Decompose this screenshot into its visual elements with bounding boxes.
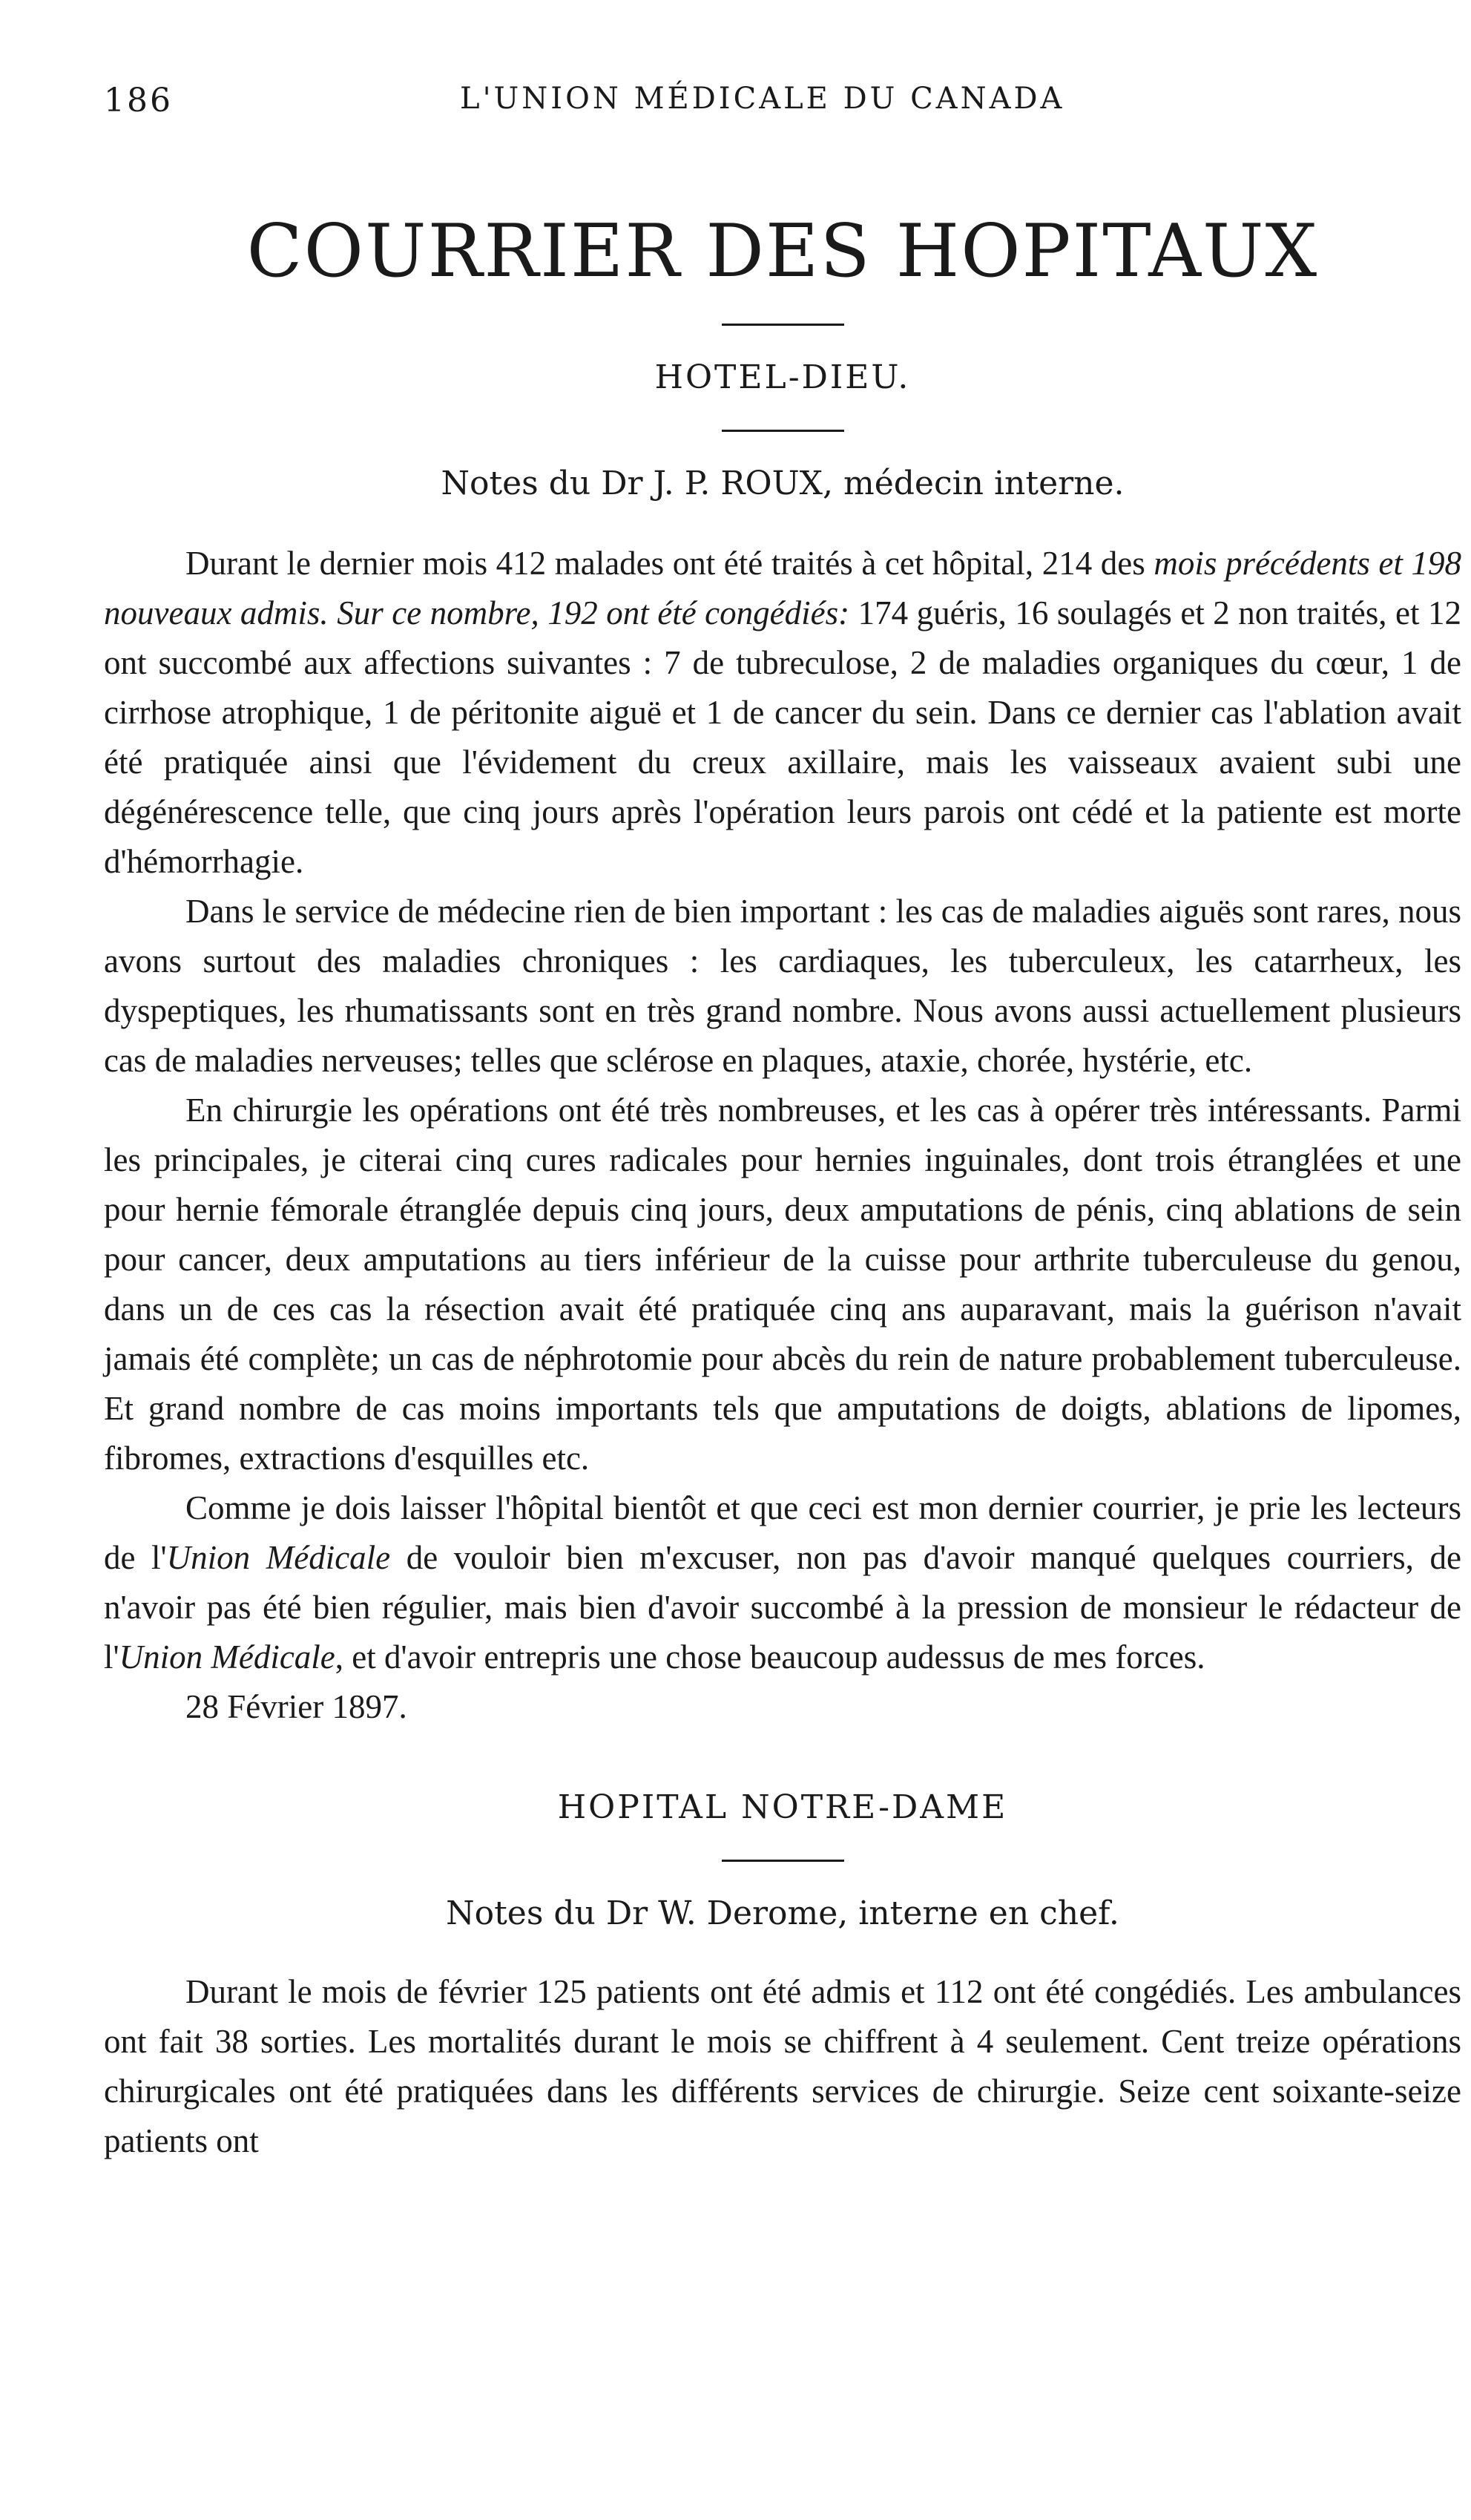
paragraph: En chirurgie les opérations ont été très nombreuses, et les cas à opérer très intéressants. Parmi les principales, je citerai cinq cures radicales pour hernies inguinales, dont trois étranglées et une pour hernie fémorale étranglée depuis cinq jours, deux amputations de pénis, cinq ablations de sein pour cancer, deux amputations au tiers inférieur de la cuisse pour arthrite tuberculeuse du genou, dans un de ces cas la résection avait été pratiquée cinq ans auparavant, mais la guérison n'avait jamais été complète; un cas de néphrotomie pour abcès du rein de nature probablement tuberculeuse. Et grand nombre de cas moins importants tels que amputations de doigts, ablations de lipomes, fibromes, extractions d'esquilles etc. (104, 1092, 1461, 1477)
text-run: Comme je dois laisser l'hôpital bientôt et que ceci est mon dernier courrier, je prie les lecteurs de l' (104, 1489, 1461, 1576)
running-head (104, 82, 1461, 134)
section-heading-hotel-dieu: HOTEL-DIEU. (654, 358, 911, 396)
text-run: de vouloir bien m'excuser, non pas d'avoir manqué quelques courriers, de n'avoir pas été bien régulier, mais bien d'avoir succombé à la pression de monsieur le rédacteur de l' (104, 1539, 1461, 1676)
dateline: 28 Février 1897. (185, 1688, 407, 1725)
divider (722, 1860, 844, 1862)
paragraph (104, 1483, 1461, 1682)
page (104, 82, 1461, 2166)
section-body-hotel-dieu (104, 539, 1461, 1732)
page-number: 186 (104, 82, 173, 119)
article-title: COURRIER DES HOPITAUX (246, 209, 1319, 294)
divider (722, 324, 844, 326)
italic-run: mois précédents et 198 nouveaux admis. Sur ce nombre, 192 ont été congédiés: (104, 545, 1461, 631)
byline-roux: Notes du Dr J. P. ROUX, médecin interne. (441, 465, 1125, 502)
journal-title: L'UNION MÉDICALE DU CANADA (460, 82, 1065, 116)
paragraph: Durant le mois de février 125 patients ont été admis et 112 ont été congédiés. Les ambulances ont fait 38 sorties. Les mortalités durant le mois se chiffrent à 4 seulement. Cent treize opérations chirurgicales ont été pratiquées dans les différents services de chirurgie. Seize cent soixante-seize patients ont (104, 1973, 1461, 2159)
italic-run: Union Médicale (166, 1539, 391, 1576)
section-heading-notre-dame: HOPITAL NOTRE-DAME (557, 1788, 1008, 1826)
italic-run: Union Médicale (119, 1638, 335, 1676)
paragraph (104, 539, 1461, 887)
section-body-notre-dame (104, 1967, 1461, 2166)
text-run: , et d'avoir entrepris une chose beaucoup audessus de mes forces. (335, 1638, 1205, 1676)
text-run: Durant le dernier mois 412 malades ont été traités à cet hôpital, 214 des (185, 545, 1154, 582)
byline-derome: Notes du Dr W. Derome, interne en chef. (446, 1894, 1119, 1932)
divider (722, 430, 844, 432)
text-run: 174 guéris, 16 soulagés et 2 non traités, et 12 ont succombé aux affections suivantes : 7 de tubreculose, 2 de maladies organiques du cœur, 1 de cirrhose atrophique, 1 de péritonite aiguë et 1 de cancer du sein. Dans ce dernier cas l'ablation avait été pratiquée ainsi que l'évidement du creux axillaire, mais les vaisseaux avaient subi une dégénérescence telle, que cinq jours après l'opération leurs parois ont cédé et la patiente est morte d'hémorrhagie. (104, 594, 1461, 880)
paragraph: Dans le service de médecine rien de bien important : les cas de maladies aiguës sont rares, nous avons surtout des maladies chroniques : les cardiaques, les tuberculeux, les catarrheux, les dyspeptiques, les rhumatissants sont en très grand nombre. Nous avons aussi actuellement plusieurs cas de maladies nerveuses; telles que sclérose en plaques, ataxie, chorée, hystérie, etc. (104, 893, 1461, 1079)
